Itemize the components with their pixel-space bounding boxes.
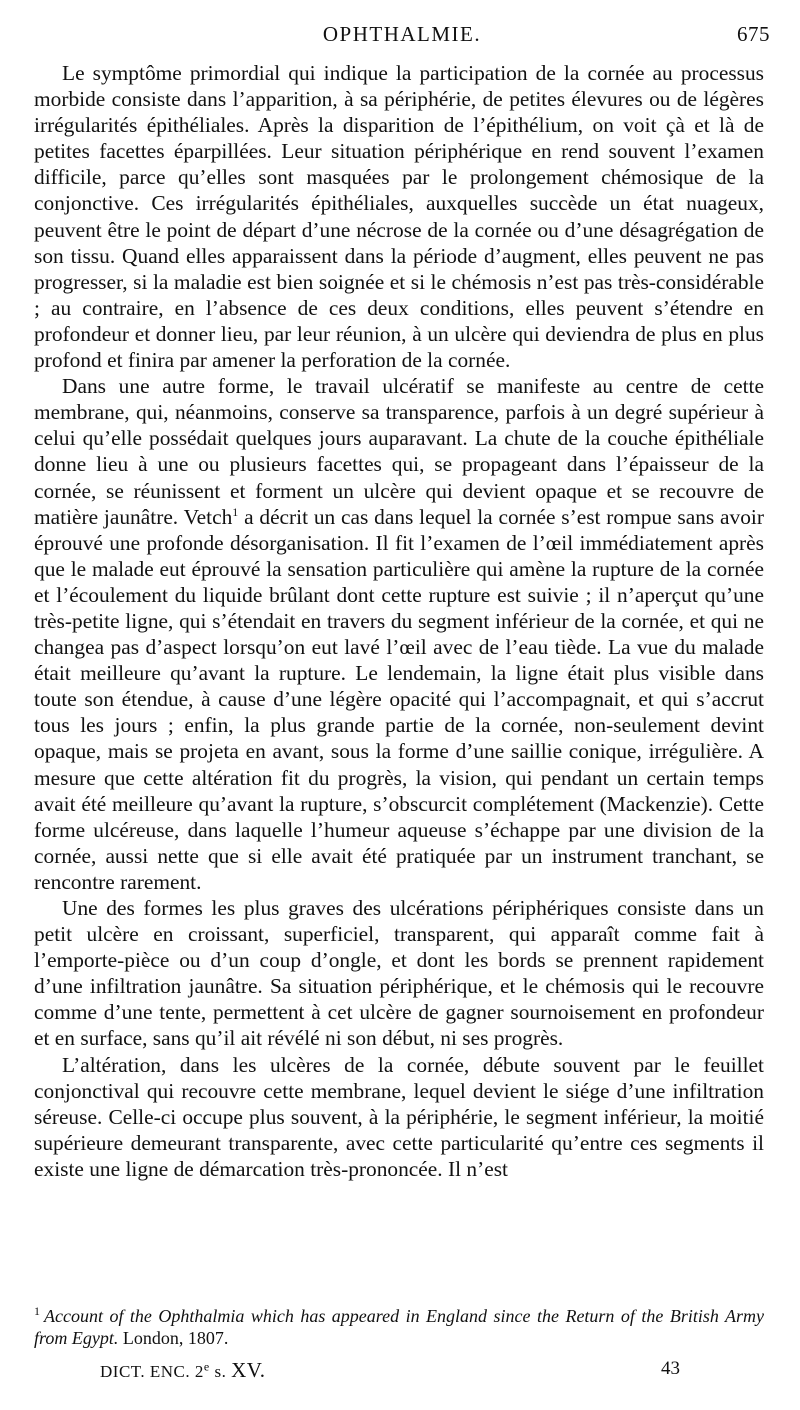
signature-superscript: e: [203, 1359, 210, 1374]
paragraph: [34, 373, 764, 895]
signature-volume: XV.: [231, 1358, 266, 1382]
signature-series: s.: [209, 1362, 232, 1381]
body-text: [34, 60, 764, 1182]
page-number: 675: [737, 22, 770, 46]
signature-line: [100, 1358, 680, 1382]
footnote-title: Account of the Ophthalmia which has appeared in England since the Return of the British Army from Egypt.: [34, 1306, 764, 1348]
running-header: [34, 22, 770, 52]
footnote-reference: 1: [232, 504, 239, 519]
footnote-number: 1: [34, 1304, 40, 1318]
paragraph-text: Dans une autre forme, le travail ulcératif se manifeste au centre de cette membrane, qui, néanmoins, conserve sa transparence, parfois à un degré supérieur à celui qu’elle possédait quelques jours auparavant. La chute de la couche épithéliale donne lieu à une ou plusieurs facettes qui, se propageant dans l’épaisseur de la cornée, se réunissent et forment un ulcère qui devient opaque et se recouvre de matière jaunâtre. Vetch: [34, 374, 764, 529]
running-title: OPHTHALMIE.: [322, 22, 482, 46]
footnote: [34, 1305, 764, 1349]
footnote-publication: London, 1807.: [118, 1328, 229, 1348]
signature-page: 43: [661, 1358, 680, 1379]
paragraph: Une des formes les plus graves des ulcérations périphériques consiste dans un petit ulcère en croissant, superficiel, transparent, qui apparaît comme fait à l’emporte-pièce ou d’un coup d’ongle, et dont les bords se prennent rapidement d’une infiltration jaunâtre. Sa situation périphérique, et le chémosis qui le recouvre comme d’une tente, permettent à cet ulcère de gagner sournoisement en profondeur et en surface, sans qu’il ait révélé ni son début, ni ses progrès.: [34, 896, 764, 1051]
paragraph-text: a décrit un cas dans lequel la cornée s’est rompue sans avoir éprouvé une profonde désorganisation. Il fit l’examen de l’œil immédiatement après que le malade eut éprouvé la sensation particulière qui amène la rupture de la cornée et l’écoulement du liquide brûlant dont cette rupture est suivie ; il n’aperçut qu’une très-petite ligne, qui s’étendait en travers du segment inférieur de la cornée, et qui ne changea pas d’aspect lorsqu’on eut lavé l’œil avec de l’eau tiède. La vue du malade était meilleure qu’avant la rupture. Le lendemain, la ligne était plus visible dans toute son étendue, à cause d’une légère opacité qui l’accompagnait, et qui s’accrut tous les jours ; enfin, la plus grande partie de la cornée, non-seulement devint opaque, mais se projeta en avant, sous la forme d’une saillie conique, irrégulière. A mesure que cette altération fit du progrès, la vision, qui pendant un certain temps avait été meilleure qu’avant la rupture, s’obscurcit complétement (Mackenzie). Cette forme ulcéreuse, dans laquelle l’humeur aqueuse s’échappe par une division de la cornée, aussi nette que si elle avait été pratiquée par un instrument tranchant, se rencontre rarement.: [34, 504, 765, 894]
paragraph: Le symptôme primordial qui indique la participation de la cornée au processus morbide consiste dans l’apparition, à sa périphérie, de petites élevures ou de légères irrégularités épithéliales. Après la disparition de l’épithélium, on voit çà et là de petites facettes éparpillées. Leur situation périphérique en rend souvent l’examen difficile, parce qu’elles sont masquées par le prolongement chémosique de la conjonctive. Ces irrégularités épithéliales, auxquelles succède un état nuageux, peuvent être le point de départ d’une nécrose de la cornée ou d’une désagrégation de son tissu. Quand elles apparaissent dans la période d’augment, elles peuvent ne pas progresser, si la maladie est bien soignée et si le chémosis n’est pas très-considérable ; au contraire, en l’absence de ces deux conditions, elles peuvent s’étendre en profondeur et donner lieu, par leur réunion, à un ulcère qui deviendra de plus en plus profond et finira par amener la perforation de la cornée.: [34, 61, 764, 373]
signature-mark: [100, 1358, 265, 1383]
signature-text: DICT. ENC. 2: [100, 1362, 204, 1381]
paragraph: L’altération, dans les ulcères de la cornée, débute souvent par le feuillet conjonctival qui recouvre cette membrane, lequel devient le siége d’une infiltration séreuse. Celle-ci occupe plus souvent, à la périphérie, le segment inférieur, la moitié supérieure demeurant transparente, avec cette particularité qu’entre ces segments il existe une ligne de démarcation très-prononcée. Il n’est: [34, 1052, 764, 1181]
